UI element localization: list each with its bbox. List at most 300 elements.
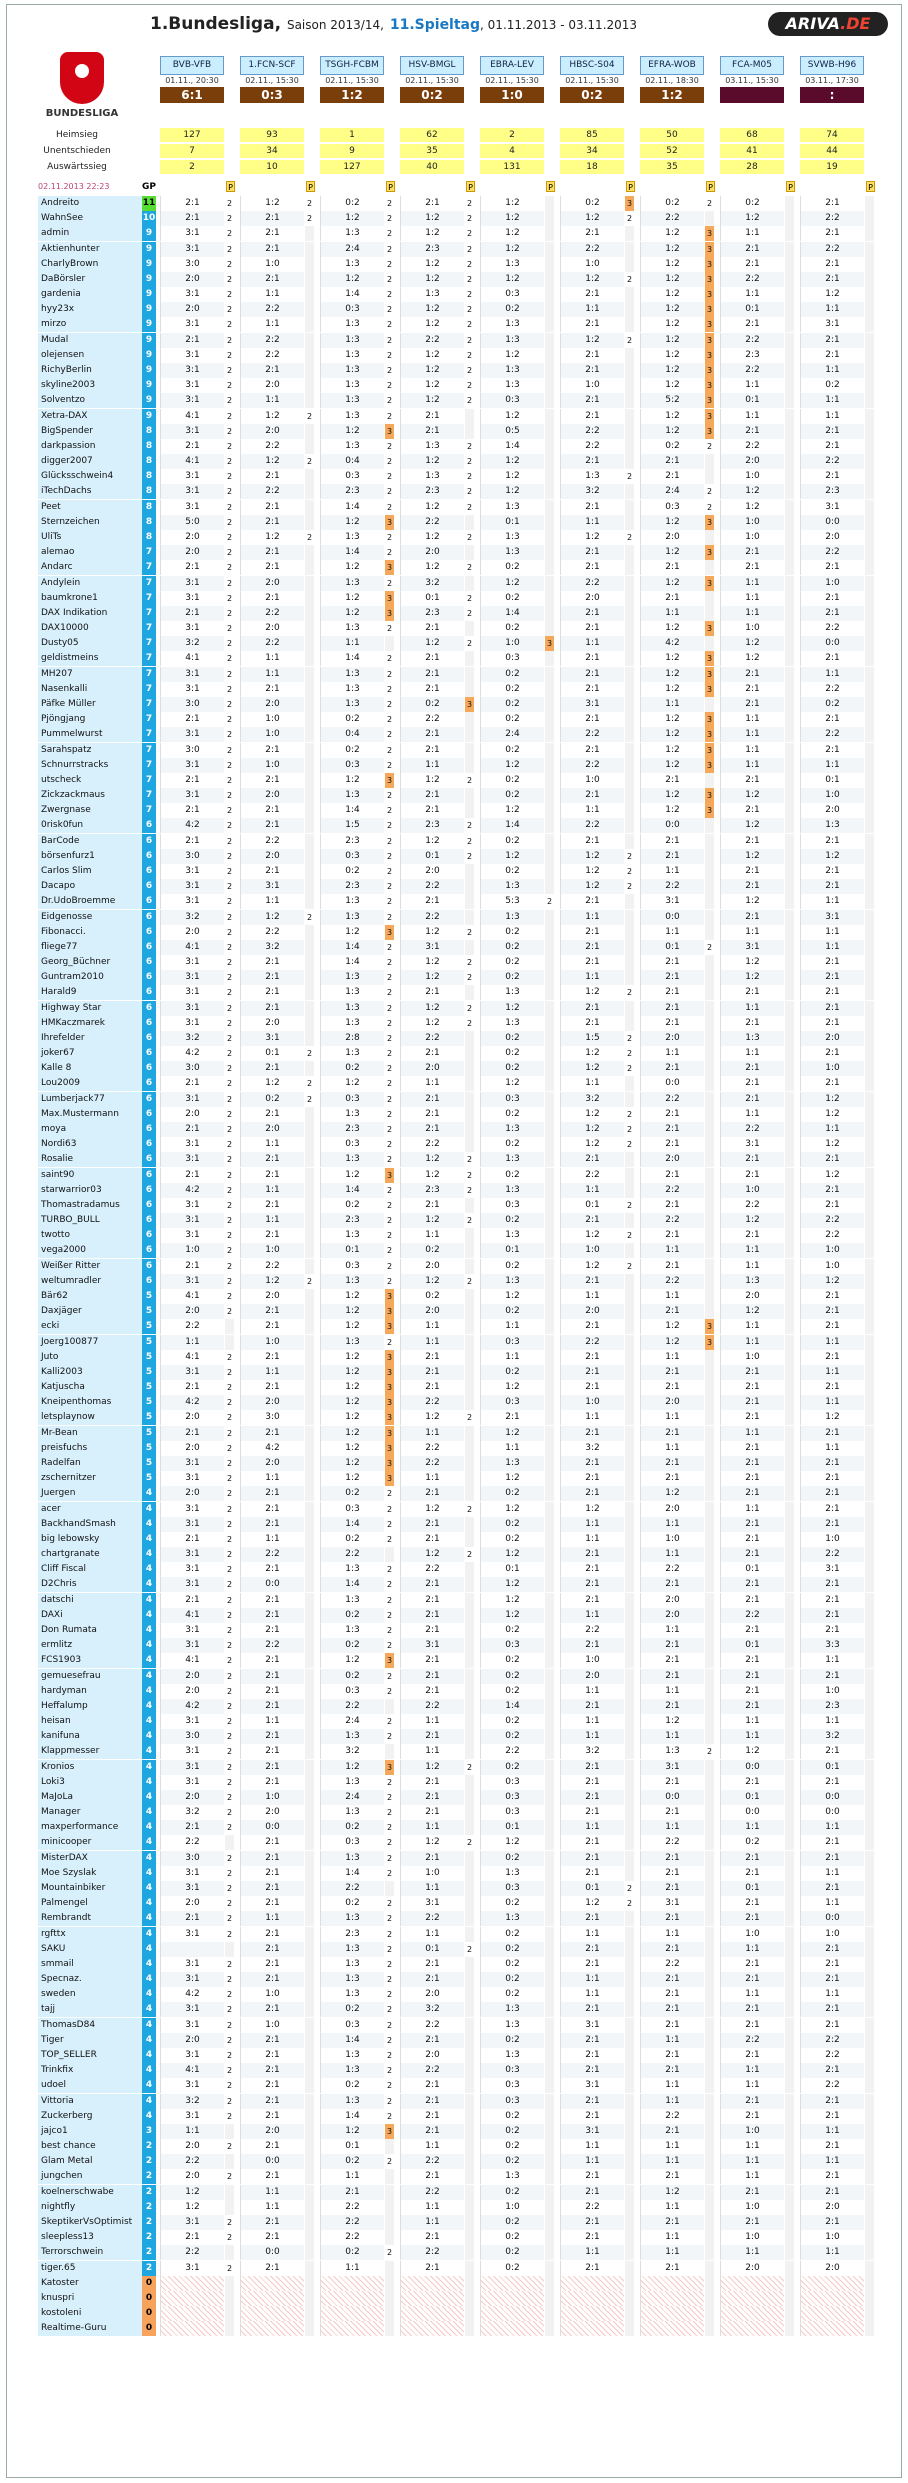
player-name[interactable]: Ihrefelder [38,1031,142,1046]
player-name[interactable]: joker67 [38,1046,142,1061]
table-row [38,591,890,606]
tip-cell: 0:2 [480,2124,544,2139]
player-name[interactable]: Joerg100877 [38,1335,142,1350]
player-name[interactable]: kostoleni [38,2306,142,2321]
tip-cell: 1:2 [320,1441,384,1456]
player-name[interactable]: big lebowsky [38,1532,142,1547]
tip-points [225,2185,234,2200]
tip-points [785,2048,794,2063]
match-name[interactable]: HBSC-S04 [560,56,624,75]
tip-cell: 2:0 [160,1107,224,1122]
tip-points [785,1790,794,1805]
tip-cell: 2:1 [160,1911,224,1926]
tip-cell: 2:1 [160,1168,224,1183]
tip-cell: 1:1 [720,1107,784,1122]
tip-cell: 2:3 [720,348,784,363]
match-name[interactable]: 1.FCN-SCF [240,56,304,75]
player-name[interactable]: gemuesefrau [38,1669,142,1684]
player-name[interactable]: Zwergnase [38,803,142,818]
tip-points [865,606,874,621]
player-name[interactable]: Max.Mustermann [38,1107,142,1122]
player-name[interactable]: darkpassion [38,439,142,454]
player-name[interactable]: weltumradler [38,1274,142,1289]
player-name[interactable]: Thomastradamus [38,1198,142,1213]
player-name[interactable]: UliTs [38,530,142,545]
tip-points: 2 [225,2033,234,2048]
tip-points [865,1623,874,1638]
tip-cell: 0:2 [480,1486,544,1501]
tip-cell: 1:3 [320,1274,384,1289]
tip-cell: 1:0 [560,257,624,272]
tip-cell: 1:3 [480,910,544,925]
player-name[interactable]: koelnerschwabe [38,2185,142,2200]
table-row [38,1790,890,1805]
tip-cell: 1:2 [320,606,384,621]
tip-points [545,1471,554,1486]
player-name[interactable]: Rembrandt [38,1911,142,1926]
player-name[interactable]: Schnurrstracks [38,758,142,773]
player-name[interactable]: Mountainbiker [38,1881,142,1896]
matchday-link[interactable]: 11.Spieltag [389,17,481,33]
match-header-6[interactable] [560,56,624,103]
tip-points: 3 [705,682,714,697]
match-name[interactable]: SVWB-H96 [800,56,864,75]
tip-points [705,636,714,651]
player-name[interactable]: Harald9 [38,985,142,1000]
tip-cell: 1:0 [800,788,864,803]
tip-cell: 0:2 [480,1957,544,1972]
tip-cell: 2:1 [560,2169,624,2184]
player-name[interactable]: DAX Indikation [38,606,142,621]
player-name[interactable]: Klappmesser [38,1744,142,1759]
tip-points: 2 [225,727,234,742]
player-name[interactable]: twotto [38,1228,142,1243]
player-name[interactable]: fliege77 [38,940,142,955]
player-name[interactable]: moya [38,1122,142,1137]
player-name[interactable]: iTechDachs [38,484,142,499]
player-name[interactable]: Cliff Fiscal [38,1562,142,1577]
table-row [38,515,890,530]
player-name[interactable]: Vittoria [38,2094,142,2109]
player-name[interactable]: Juto [38,1350,142,1365]
match-name[interactable]: EBRA-LEV [480,56,544,75]
player-name[interactable]: udoel [38,2078,142,2093]
tip-points [545,1957,554,1972]
table-row [38,1456,890,1471]
player-name[interactable]: BigSpender [38,424,142,439]
table-row [38,1076,890,1091]
tip-cell: 1:2 [480,272,544,287]
player-name[interactable]: HMKaczmarek [38,1016,142,1031]
player-name[interactable]: Zickzackmaus [38,788,142,803]
tip-points [545,333,554,348]
table-row [38,606,890,621]
player-name[interactable]: Xetra-DAX [38,409,142,424]
player-name[interactable]: geldistmeins [38,651,142,666]
tip-points [385,2230,394,2245]
tip-cell: 1:5 [320,818,384,833]
player-name[interactable]: 0risk0fun [38,818,142,833]
tip-cell: 3:1 [160,970,224,985]
tip-points: 2 [385,257,394,272]
tip-points: 2 [225,378,234,393]
tip-cell: 2:1 [560,621,624,636]
player-name[interactable]: Don Rumata [38,1623,142,1638]
tip-cell: 1:1 [640,2033,704,2048]
player-name[interactable]: hardyman [38,1684,142,1699]
player-points: 4 [142,1532,156,1547]
player-points: 4 [142,2018,156,2033]
tip-cell: 1:2 [480,1380,544,1395]
player-name[interactable]: olejensen [38,348,142,363]
player-name[interactable]: starwarrior03 [38,1183,142,1198]
tip-points [545,1410,554,1425]
tip-points [465,576,474,591]
match-header-1[interactable] [160,56,224,103]
tip-points [705,560,714,575]
player-name[interactable]: Specnaz. [38,1972,142,1987]
player-name[interactable]: mirzo [38,317,142,332]
tip-cell: 2:2 [400,2018,464,2033]
tip-cell: 2:1 [800,1502,864,1517]
player-points: 4 [142,1684,156,1699]
player-name[interactable]: MisterDAX [38,1851,142,1866]
match-name[interactable]: BVB-VFB [160,56,224,75]
player-name[interactable]: admin [38,226,142,241]
tip-cell: 0:2 [480,2261,544,2276]
tip-points: 3 [385,1395,394,1410]
player-name[interactable]: maxperformance [38,1820,142,1835]
tip-cell: 2:0 [160,1896,224,1911]
player-name[interactable]: TOP_SELLER [38,2048,142,2063]
player-name[interactable]: saint90 [38,1168,142,1183]
player-name[interactable]: Sarahspatz [38,743,142,758]
tip-points [305,591,314,606]
match-score: 0:2 [400,87,464,103]
tip-points: 2 [225,1076,234,1091]
tip-cell: 1:0 [720,2230,784,2245]
match-date: 02.11., 15:30 [565,76,619,85]
tip-points: 2 [625,864,634,879]
player-name[interactable]: Kronios [38,1760,142,1775]
tip-points: 2 [225,2048,234,2063]
player-name[interactable]: zschernitzer [38,1471,142,1486]
tip-points [865,1987,874,2002]
player-name[interactable]: Bär62 [38,1289,142,1304]
tip-cell: 1:2 [640,363,704,378]
tip-points [865,1547,874,1562]
tip-points [625,1669,634,1684]
player-name[interactable]: jungchen [38,2169,142,2184]
tip-points [865,439,874,454]
player-name[interactable]: SAKU [38,1942,142,1957]
match-name[interactable]: FCA-M05 [720,56,784,75]
tip-cell: 2:1 [240,955,304,970]
tip-points: 2 [385,1243,394,1258]
tip-points [705,1881,714,1896]
tip-cell: 2:2 [800,211,864,226]
tip-points: 2 [225,1471,234,1486]
tip-cell: 2:1 [560,1577,624,1592]
tip-points [865,2185,874,2200]
player-name[interactable]: knuspri [38,2291,142,2306]
tip-points [625,743,634,758]
player-name[interactable]: smmail [38,1957,142,1972]
player-name[interactable]: Mudal [38,333,142,348]
player-name[interactable]: rgfttx [38,1927,142,1942]
table-row [38,257,890,272]
tip-cell: 0:2 [480,1107,544,1122]
tip-points [465,1987,474,2002]
player-name[interactable]: Dacapo [38,879,142,894]
player-name[interactable]: Manager [38,1805,142,1820]
player-name[interactable]: BackhandSmash [38,1517,142,1532]
match-header-3[interactable] [320,56,384,103]
tip-points [865,348,874,363]
tip-points: 3 [385,1304,394,1319]
player-name[interactable]: tiger.65 [38,2261,142,2276]
player-name[interactable]: TURBO_BULL [38,1213,142,1228]
player-name[interactable]: Kalle 8 [38,1061,142,1076]
tip-points [625,1653,634,1668]
tip-cell: 3:1 [160,788,224,803]
stat-draw: 7 [160,144,224,158]
player-name[interactable]: Mr-Bean [38,1426,142,1441]
player-name[interactable]: nightfly [38,2200,142,2215]
player-name[interactable]: DAXi [38,1608,142,1623]
tip-cell: 2:2 [720,1608,784,1623]
player-name[interactable]: Lumberjack77 [38,1092,142,1107]
tip-cell: 1:1 [560,1820,624,1835]
tip-cell: 2:1 [400,743,464,758]
tip-cell: 4:2 [640,636,704,651]
player-name[interactable]: ermlitz [38,1638,142,1653]
player-name[interactable]: Eidgenosse [38,910,142,925]
match-name[interactable]: HSV-BMGL [400,56,464,75]
player-name[interactable]: Zuckerberg [38,2109,142,2124]
player-name[interactable]: Dusty05 [38,636,142,651]
tip-cell: 3:0 [160,1729,224,1744]
player-name[interactable]: kanifuna [38,1729,142,1744]
tip-cell: 2:1 [560,1547,624,1562]
tip-cell: 1:1 [400,758,464,773]
table-row [38,1001,890,1016]
player-name[interactable]: jajco1 [38,2124,142,2139]
player-name[interactable]: Palmengel [38,1896,142,1911]
match-name[interactable]: TSGH-FCBM [320,56,384,75]
ariva-logo[interactable] [768,12,888,36]
tip-cell: 0:3 [320,1502,384,1517]
tip-cell: 2:1 [240,985,304,1000]
player-name[interactable]: Weißer Ritter [38,1259,142,1274]
tip-points [705,1532,714,1547]
tip-cell: 2:1 [240,1228,304,1243]
player-name[interactable]: Carlos Slim [38,864,142,879]
player-name[interactable]: Fibonacci. [38,925,142,940]
tip-points [785,2154,794,2169]
player-name[interactable]: minicooper [38,1835,142,1850]
player-name[interactable]: Pjöngjang [38,712,142,727]
table-row [38,1684,890,1699]
tip-cell: 1:2 [320,1456,384,1471]
player-name[interactable]: BarCode [38,834,142,849]
tip-cell: 3:0 [240,1410,304,1425]
tip-points: 2 [225,1168,234,1183]
player-name[interactable]: Pummelwurst [38,727,142,742]
player-name[interactable]: digger2007 [38,454,142,469]
tip-cell: 2:1 [800,439,864,454]
player-name[interactable]: Andarc [38,560,142,575]
player-name[interactable]: DAX10000 [38,621,142,636]
match-header-8[interactable] [720,56,784,103]
tip-cell: 1:3 [320,985,384,1000]
player-name[interactable]: Trinkfix [38,2063,142,2078]
tip-cell: 1:3 [480,1228,544,1243]
match-name[interactable]: EFRA-WOB [640,56,704,75]
tip-points [225,2200,234,2215]
tip-cell: 4:1 [160,940,224,955]
player-name[interactable]: CharlyBrown [38,257,142,272]
player-name[interactable]: Georg_Büchner [38,955,142,970]
player-name[interactable]: Glam Metal [38,2154,142,2169]
player-name[interactable]: Daxjäger [38,1304,142,1319]
player-name[interactable]: preisfuchs [38,1441,142,1456]
player-name[interactable]: MaJoLa [38,1790,142,1805]
tip-cell: 2:1 [720,1092,784,1107]
tip-cell: 0:3 [480,1092,544,1107]
player-name[interactable]: heisan [38,1714,142,1729]
tip-cell: 1:3 [320,697,384,712]
player-name[interactable]: börsenfurz1 [38,849,142,864]
tip-cell: 2:1 [240,2215,304,2230]
player-name[interactable]: FCS1903 [38,1653,142,1668]
tip-points [705,894,714,909]
tip-cell: 1:3 [320,1987,384,2002]
tip-cell: 0:2 [800,378,864,393]
player-name[interactable]: alemao [38,545,142,560]
tip-points: 3 [705,287,714,302]
player-name[interactable]: Dr.UdoBroemme [38,894,142,909]
tip-cell: 0:2 [720,196,784,211]
player-name[interactable]: Kneipenthomas [38,1395,142,1410]
tip-cell: 2:0 [800,1031,864,1046]
tip-cell: 4:2 [240,1441,304,1456]
tip-points: 2 [385,1335,394,1350]
player-name[interactable]: sweden [38,1987,142,2002]
tip-points: 2 [465,196,474,211]
match-header-4[interactable] [400,56,464,103]
player-name[interactable]: Sternzeichen [38,515,142,530]
player-name[interactable]: gardenia [38,287,142,302]
player-name[interactable]: Heffalump [38,1699,142,1714]
player-name[interactable]: Guntram2010 [38,970,142,985]
tip-cell: 2:1 [400,1775,464,1790]
tip-points [625,697,634,712]
tip-cell: 2:1 [240,1198,304,1213]
player-name[interactable]: Loki3 [38,1775,142,1790]
player-name[interactable]: Highway Star [38,1001,142,1016]
tip-cell: 0:2 [640,196,704,211]
tip-points [305,1790,314,1805]
player-name[interactable]: Juergen [38,1486,142,1501]
match-header-5[interactable] [480,56,544,103]
tip-points [545,697,554,712]
player-name[interactable]: skyline2003 [38,378,142,393]
player-name[interactable]: vega2000 [38,1243,142,1258]
player-name[interactable]: Nordi63 [38,1137,142,1152]
player-name[interactable]: hyy23x [38,302,142,317]
player-name[interactable]: Kalli2003 [38,1365,142,1380]
player-name[interactable]: Tiger [38,2033,142,2048]
player-name[interactable]: Solventzo [38,393,142,408]
player-name[interactable]: utscheck [38,773,142,788]
player-name[interactable]: Moe Szyslak [38,1866,142,1881]
player-name[interactable]: Radelfan [38,1456,142,1471]
match-header-2[interactable] [240,56,304,103]
tip-points [305,2154,314,2169]
tip-cell: 0:2 [320,2002,384,2017]
player-name[interactable]: Aktienhunter [38,242,142,257]
player-name[interactable]: ThomasD84 [38,2018,142,2033]
player-name[interactable]: Katjuscha [38,1380,142,1395]
tip-cell: 1:1 [640,2078,704,2093]
player-name[interactable]: Andreito [38,196,142,211]
player-name[interactable]: RichyBerlin [38,363,142,378]
player-name[interactable]: Päfke Müller [38,697,142,712]
player-name[interactable]: chartgranate [38,1547,142,1562]
tip-cell: 1:0 [640,1532,704,1547]
player-name[interactable]: Lou2009 [38,1076,142,1091]
player-name[interactable]: Andylein [38,576,142,591]
player-name[interactable]: Realtime-Guru [38,2321,142,2336]
player-name[interactable]: SkeptikerVsOptimist [38,2215,142,2230]
player-name[interactable]: Glücksschwein4 [38,469,142,484]
player-name[interactable]: datschi [38,1593,142,1608]
player-name[interactable]: ecki [38,1319,142,1334]
player-name[interactable]: Terrorschwein [38,2245,142,2260]
tip-points [545,1562,554,1577]
player-points: 4 [142,2078,156,2093]
player-name[interactable]: WahnSee [38,211,142,226]
player-name[interactable]: D2Chris [38,1577,142,1592]
player-name[interactable]: Katoster [38,2276,142,2291]
player-name[interactable]: baumkrone1 [38,591,142,606]
tip-points [625,1168,634,1183]
tip-points: 2 [385,712,394,727]
player-name[interactable]: best chance [38,2139,142,2154]
player-name[interactable]: MH207 [38,667,142,682]
tip-points [625,2200,634,2215]
table-row [38,879,890,894]
player-name[interactable]: DaBörsler [38,272,142,287]
player-name[interactable]: acer [38,1502,142,1517]
tip-cell: 1:2 [320,1471,384,1486]
match-header-9[interactable] [800,56,864,103]
tip-points [785,363,794,378]
tip-points [785,2063,794,2078]
table-row [38,1638,890,1653]
tip-points [865,2169,874,2184]
player-name[interactable]: Rosalie [38,1152,142,1167]
player-name[interactable]: sleepless13 [38,2230,142,2245]
player-name[interactable]: letsplaynow [38,1410,142,1425]
match-header-7[interactable] [640,56,704,103]
player-name[interactable]: Nasenkalli [38,682,142,697]
tip-points [545,1502,554,1517]
tip-cell: 2:1 [160,1076,224,1091]
player-name[interactable]: Peet [38,500,142,515]
player-name[interactable]: tajj [38,2002,142,2017]
